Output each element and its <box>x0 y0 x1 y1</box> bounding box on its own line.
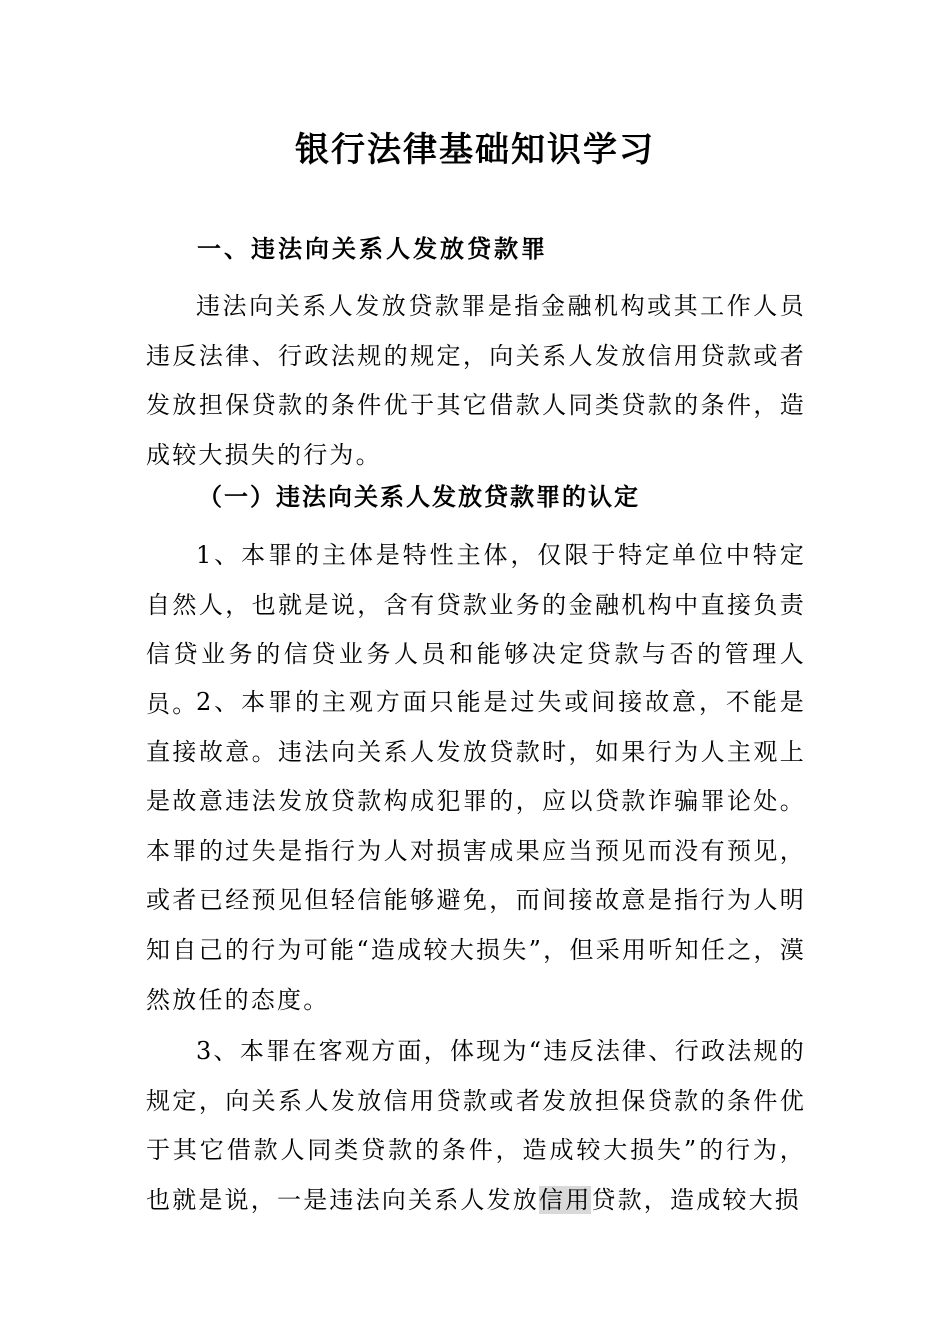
highlighted-text: 信用 <box>539 1185 592 1214</box>
document-title: 银行法律基础知识学习 <box>295 130 655 170</box>
paragraph-subject: 1、本罪的主体是特性主体，仅限于特定单位中特定自然人，也就是说，含有贷款业务的金融机构中直接负责信贷业务的信贷业务人员和能够决定贷款与否的管理人员。 <box>146 541 806 718</box>
section-heading: 一、违法向关系人发放贷款罪 <box>197 234 548 263</box>
paragraph-objective-aspect <box>146 1027 806 1225</box>
paragraph-text-continued: 贷款，造成较大损 <box>591 1185 802 1214</box>
paragraph-subjective-aspect: 2、本罪的主观方面只能是过失或间接故意，不能是直接故意。违法向关系人发放贷款时，如果行为人主观上是故意违法发放贷款构成犯罪的，应以贷款诈骗罪论处。本罪的过失是指行为人对损害成果应当预见而没有预见，或者已经预见但轻信能够避免，而间接故意是指行为人明知自己的行为可能“造成较大损失”，但采用听知任之，漠然放任的态度。 <box>146 688 806 1014</box>
paragraph-definition: 违法向关系人发放贷款罪是指金融机构或其工作人员违反法律、行政法规的规定，向关系人发放信用贷款或者发放担保贷款的条件优于其它借款人同类贷款的条件，造成较大损失的行为。 <box>146 292 806 469</box>
subsection-heading: （一）违法向关系人发放贷款罪的认定 <box>198 482 640 511</box>
paragraph-text: 3、本罪在客观方面，体现为“违反法律、行政法规的规定，向关系人发放信用贷款或者发放担保贷款的条件优于其它借款人同类贷款的条件，造成较大损失”的行为，也就是说，一是违法向关系人发放 <box>146 1037 806 1214</box>
